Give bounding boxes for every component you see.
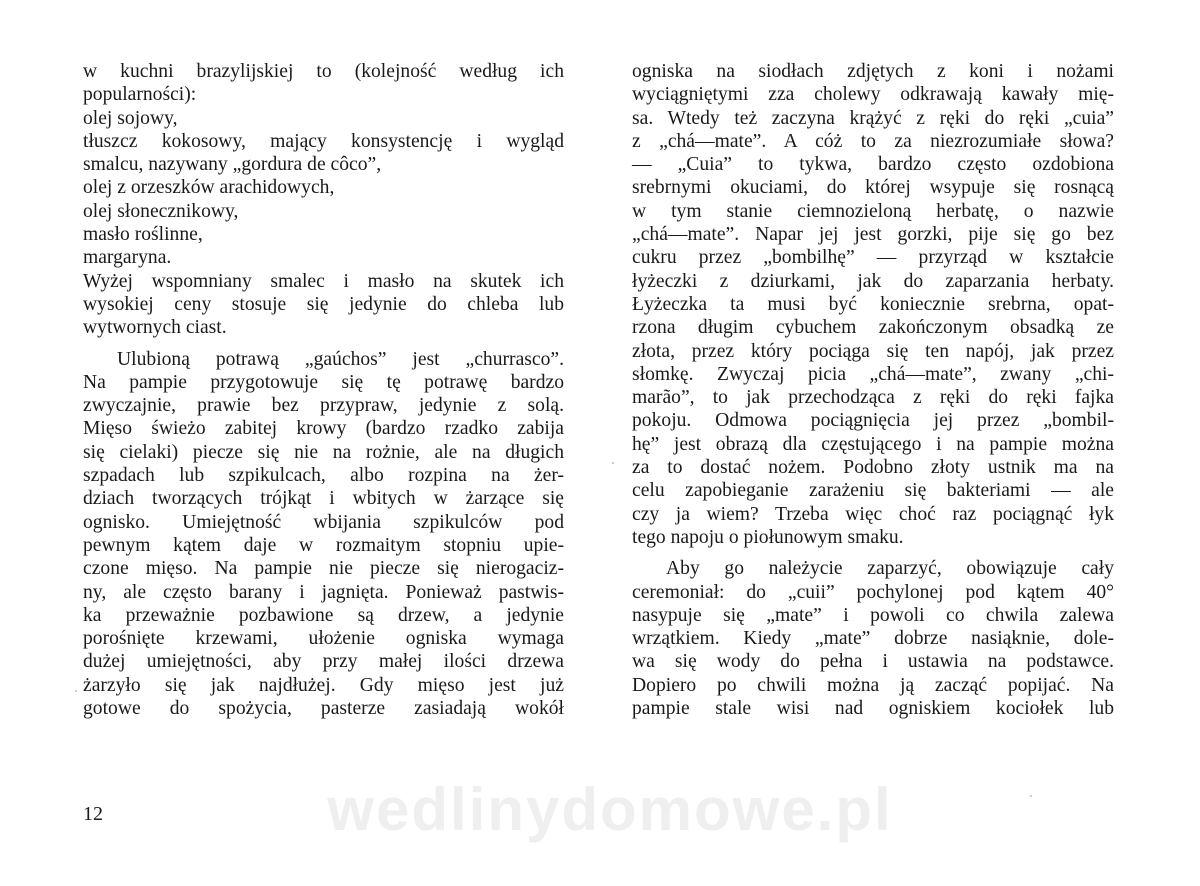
text-line: słomkę. Zwyczaj picia „chá—mate”, zwany „chi-	[632, 363, 1114, 385]
text-line: żarzyło się jak najdłużej. Gdy mięso jest już	[83, 674, 564, 696]
text-line: srebrnymi okuciami, do której wsypuje się rosnącą	[632, 177, 1114, 199]
text-line: tego napoju o piołunowym smaku.	[632, 526, 904, 548]
text-line: za to dostać nożem. Podobno złoty ustnik ma na	[632, 457, 1114, 479]
text-line: łyżeczki z dziurkami, jak do zaparzania herbaty.	[632, 270, 1114, 292]
text-line: ognisko. Umiejętność wbijania szpikulców pod	[83, 511, 564, 533]
text-line: dużej umiejętności, aby przy małej ilości drzewa	[83, 651, 564, 673]
text-line: olej z orzeszków arachidowych,	[83, 177, 335, 199]
text-line: cukru przez „bombilhę” — przyrząd w kształcie	[632, 247, 1114, 269]
text-line: złota, przez który pociąga się ten napój, jak przez	[632, 340, 1114, 362]
text-line: masło roślinne,	[83, 224, 203, 246]
text-line: olej słonecznikowy,	[83, 200, 239, 222]
text-line: ny, ale często barany i jagnięta. Ponieważ pastwis-	[83, 581, 564, 603]
text-line: rzona długim cybuchem zakończonym obsadką ze	[632, 317, 1114, 339]
text-line: ka przeważnie pozbawione są drzew, a jedynie	[83, 604, 564, 626]
text-line: hę” jest obrazą dla częstującego i na pampie można	[632, 433, 1114, 455]
scan-speck	[1030, 795, 1032, 797]
text-line: tłuszcz kokosowy, mający konsystencję i wygląd	[83, 130, 564, 152]
text-line: zwyczajnie, prawie bez przypraw, jedynie z solą.	[83, 395, 564, 417]
text-line: pampie stale wisi nad ogniskiem kociołek lub	[632, 698, 1114, 720]
text-line: nasypuje się „mate” i powoli co chwila zalewa	[632, 604, 1114, 626]
text-line: Ulubioną potrawą „gaúchos” jest „churrasco”.	[117, 348, 564, 370]
watermark: wedlinydomowe.pl	[327, 776, 893, 843]
text-line: olej sojowy,	[83, 107, 178, 129]
text-line: wyciągniętymi zza cholewy odkrawają kawały mię-	[632, 84, 1114, 106]
text-line: pokoju. Odmowa pociągnięcia jej przez „bombil-	[632, 410, 1114, 432]
text-line: Aby go należycie zaparzyć, obowiązuje cały	[666, 558, 1114, 580]
text-line: — „Cuia” to tykwa, bardzo często ozdobiona	[632, 154, 1114, 176]
right-column	[632, 60, 1114, 720]
text-line: gotowe do spożycia, pasterze zasiadają wokół	[83, 698, 564, 720]
text-line: smalcu, nazywany „gordura de côco”,	[83, 154, 382, 176]
text-line: Na pampie przygotowuje się tę potrawę bardzo	[83, 371, 564, 393]
text-line: ceremoniał: do „cuii” pochylonej pod kątem 40°	[632, 581, 1114, 603]
scan-speck	[612, 462, 614, 464]
text-line: pewnym kątem daje w rozmaitym stopniu upie-	[83, 534, 564, 556]
text-line: sa. Wtedy też zaczyna krążyć z ręki do ręki „cuia”	[632, 107, 1114, 129]
text-line: wytwornych ciast.	[83, 317, 227, 339]
text-line: czy ja wiem? Trzeba więc choć raz pociągnąć łyk	[632, 503, 1114, 525]
text-line: Dopiero po chwili można ją zacząć popijać. Na	[632, 674, 1114, 696]
text-line: w tym stanie ciemnozieloną herbatę, o nazwie	[632, 200, 1114, 222]
text-line: porośnięte krzewami, ułożenie ogniska wymaga	[83, 628, 564, 650]
text-line: Łyżeczka ta musi być koniecznie srebrna, opat-	[632, 293, 1114, 315]
left-column	[83, 60, 564, 720]
text-line: popularności):	[83, 84, 197, 106]
text-line: szpadach lub szpikulcach, albo rozpina na żer-	[83, 465, 564, 487]
page-number: 12	[83, 803, 103, 825]
text-line: wrzątkiem. Kiedy „mate” dobrze nasiąknie, dole-	[632, 628, 1114, 650]
paragraph-gap	[83, 340, 564, 348]
text-line: się cielaki) piecze się nie na rożnie, ale na długich	[83, 441, 564, 463]
scan-speck	[75, 690, 77, 692]
text-line: dziach tworzących trójkąt i wbitych w żarzące się	[83, 488, 564, 510]
text-line: „chá—mate”. Napar jej jest gorzki, pije się go bez	[632, 224, 1114, 246]
text-line: z „chá—mate”. A cóż to za niezrozumiałe słowa?	[632, 130, 1114, 152]
text-line: marão”, to jak przechodząca z ręki do ręki fajka	[632, 387, 1114, 409]
text-line: w kuchni brazylijskiej to (kolejność według ich	[83, 61, 564, 82]
paragraph-gap	[632, 549, 1114, 557]
text-line: Wyżej wspomniany smalec i masło na skutek ich	[83, 270, 564, 292]
text-line: Mięso świeżo zabitej krowy (bardzo rzadko zabija	[83, 418, 564, 440]
text-line: margaryna.	[83, 247, 172, 269]
text-line: czone mięso. Na pampie nie piecze się nierogaciz-	[83, 558, 564, 580]
text-line: wysokiej ceny stosuje się jedynie do chleba lub	[83, 293, 564, 315]
text-line: wa się wody do pełna i ustawia na podstawce.	[632, 651, 1114, 673]
text-line: ogniska na siodłach zdjętych z koni i nożami	[632, 61, 1114, 82]
text-line: celu zapobieganie zarażeniu się bakteriami — ale	[632, 480, 1114, 502]
